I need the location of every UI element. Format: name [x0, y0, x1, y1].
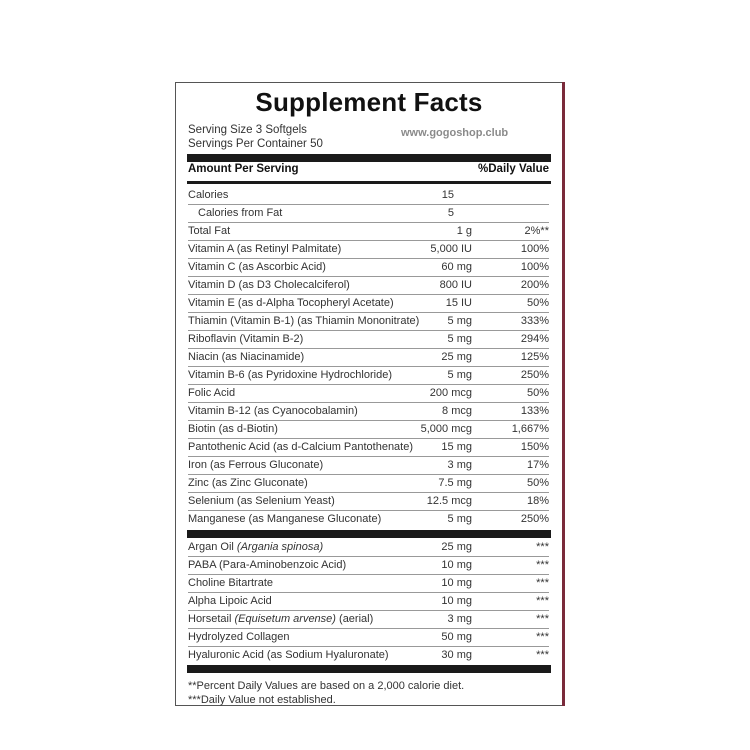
row-amount: 10 mg [441, 577, 472, 589]
row-daily-value: 150% [520, 441, 549, 453]
row-amount: 800 IU [439, 279, 472, 291]
row-name: Vitamin D (as D3 Cholecalciferol) [188, 279, 350, 291]
table-row [188, 475, 549, 493]
row-amount: 1 g [456, 225, 472, 237]
row-daily-value: 200% [520, 279, 549, 291]
row-daily-value: 250% [520, 369, 549, 381]
servings-per-container: Servings Per Container 50 [188, 138, 323, 150]
row-name: Riboflavin (Vitamin B-2) [188, 333, 304, 345]
row-daily-value: 17% [526, 459, 549, 471]
row-name: Biotin (as d-Biotin) [188, 423, 278, 435]
row-name: Manganese (as Manganese Gluconate) [188, 513, 382, 525]
row-amount: 7.5 mg [438, 477, 472, 489]
watermark: www.gogoshop.club [401, 127, 509, 139]
table-row [188, 593, 549, 611]
row-daily-value: 1,667% [511, 423, 549, 435]
table-row [188, 205, 549, 223]
row-daily-value: *** [536, 649, 549, 661]
row-name [188, 539, 323, 556]
row-daily-value: 50% [526, 477, 549, 489]
row-amount: 60 mg [441, 261, 472, 273]
row-daily-value: 2%** [524, 225, 549, 237]
row-name: Total Fat [188, 225, 231, 237]
serving-info [188, 123, 323, 151]
row-daily-value: *** [536, 577, 549, 589]
table-row [188, 421, 549, 439]
table-row [188, 313, 549, 331]
row-daily-value: 125% [520, 351, 549, 363]
row-amount: 5 mg [447, 513, 472, 525]
table-row [188, 457, 549, 475]
calorie-rows [188, 187, 549, 223]
row-amount: 25 mg [441, 541, 472, 553]
other-ingredient-rows [188, 539, 549, 665]
row-name: Hyaluronic Acid (as Sodium Hyaluronate) [188, 649, 389, 661]
row-amount: 50 mg [441, 631, 472, 643]
row-amount: 12.5 mcg [426, 495, 472, 507]
footnotes [188, 679, 464, 707]
ingredient-name: Argan Oil [188, 541, 234, 553]
row-name: Selenium (as Selenium Yeast) [188, 495, 335, 507]
table-row [188, 385, 549, 403]
row-name: Pantothenic Acid (as d-Calcium Pantothenate) [188, 441, 414, 453]
table-row [188, 629, 549, 647]
panel-edge [562, 82, 565, 706]
ingredient-latin-name: (Equisetum arvense) [234, 613, 336, 625]
row-name: Vitamin C (as Ascorbic Acid) [188, 261, 326, 273]
table-row [188, 295, 549, 313]
row-amount: 15 IU [445, 297, 472, 309]
row-daily-value: 100% [520, 261, 549, 273]
table-header [188, 163, 549, 181]
row-amount: 25 mg [441, 351, 472, 363]
row-amount: 10 mg [441, 559, 472, 571]
table-row [188, 611, 549, 629]
table-row [188, 223, 549, 241]
table-row [188, 647, 549, 665]
footnote-daily-values: **Percent Daily Values are based on a 2,000 calorie diet. [188, 680, 465, 692]
ingredient-part: (aerial) [339, 613, 374, 625]
table-row [188, 557, 549, 575]
row-daily-value: 133% [520, 405, 549, 417]
header-divider [187, 181, 551, 184]
row-amount: 3 mg [447, 613, 472, 625]
supplement-facts-panel [175, 82, 563, 706]
serving-size: Serving Size 3 Softgels [188, 124, 307, 136]
row-amount: 5 mg [447, 333, 472, 345]
row-name: Vitamin E (as d-Alpha Tocopheryl Acetate) [188, 297, 394, 309]
table-row [188, 403, 549, 421]
thick-divider-middle [187, 530, 551, 538]
row-name: Calories [188, 189, 229, 201]
table-row [188, 439, 549, 457]
thick-divider-bottom [187, 665, 551, 673]
row-daily-value: 50% [526, 387, 549, 399]
table-row [188, 367, 549, 385]
row-name: Vitamin B-12 (as Cyanocobalamin) [188, 405, 358, 417]
row-daily-value: 18% [526, 495, 549, 507]
table-row [188, 187, 549, 205]
row-amount: 3 mg [447, 459, 472, 471]
ingredient-latin-name: (Argania spinosa) [236, 541, 324, 553]
table-row [188, 539, 549, 557]
table-row [188, 277, 549, 295]
row-daily-value: 333% [520, 315, 549, 327]
table-row [188, 575, 549, 593]
row-amount: 10 mg [441, 595, 472, 607]
row-daily-value: *** [536, 559, 549, 571]
thick-divider-top [187, 154, 551, 162]
header-amount: Amount Per Serving [188, 163, 299, 175]
row-amount: 5,000 IU [430, 243, 472, 255]
row-daily-value: 294% [520, 333, 549, 345]
row-name: Choline Bitartrate [188, 577, 273, 589]
header-daily-value: %Daily Value [478, 163, 549, 175]
row-daily-value: *** [536, 631, 549, 643]
row-daily-value: 100% [520, 243, 549, 255]
row-amount: 5,000 mcg [420, 423, 472, 435]
row-name: Zinc (as Zinc Gluconate) [188, 477, 308, 489]
row-daily-value: *** [536, 541, 549, 553]
row-name [188, 611, 373, 628]
row-daily-value: *** [536, 595, 549, 607]
ingredient-name: Horsetail [188, 613, 232, 625]
panel-title: Supplement Facts [255, 87, 483, 117]
row-amount: 5 mg [447, 369, 472, 381]
table-row [188, 349, 549, 367]
row-name: Calories from Fat [198, 207, 283, 219]
row-name: Iron (as Ferrous Gluconate) [188, 459, 324, 471]
row-daily-value: *** [536, 613, 549, 625]
row-name: Niacin (as Niacinamide) [188, 351, 305, 363]
row-name: PABA (Para-Aminobenzoic Acid) [188, 559, 347, 571]
row-name: Folic Acid [188, 387, 236, 399]
row-name: Vitamin A (as Retinyl Palmitate) [188, 243, 342, 255]
footnote-not-established: ***Daily Value not established. [188, 694, 336, 706]
row-amount: 30 mg [441, 649, 472, 661]
row-amount: 200 mcg [429, 387, 472, 399]
row-amount: 5 [447, 207, 454, 219]
row-amount: 15 mg [441, 441, 472, 453]
row-daily-value: 250% [520, 513, 549, 525]
row-amount: 8 mcg [442, 405, 472, 417]
row-daily-value: 50% [526, 297, 549, 309]
table-row [188, 331, 549, 349]
row-name: Thiamin (Vitamin B-1) (as Thiamin Mononitrate) [188, 315, 420, 327]
nutrient-rows [188, 223, 549, 529]
table-row [188, 493, 549, 511]
row-amount: 15 [441, 189, 454, 201]
table-row [188, 259, 549, 277]
row-amount: 5 mg [447, 315, 472, 327]
row-name: Alpha Lipoic Acid [188, 595, 272, 607]
table-row [188, 511, 549, 529]
row-name: Hydrolyzed Collagen [188, 631, 290, 643]
row-name: Vitamin B-6 (as Pyridoxine Hydrochloride) [188, 369, 392, 381]
table-row [188, 241, 549, 259]
